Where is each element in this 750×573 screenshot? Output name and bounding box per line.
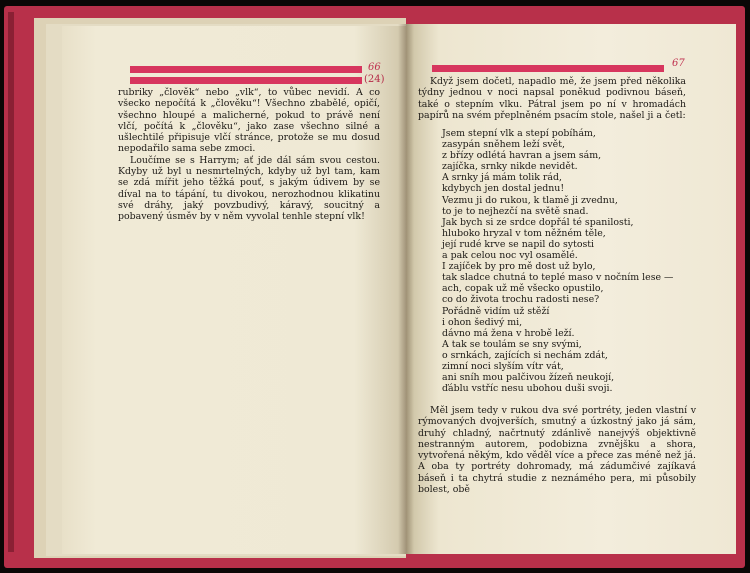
right-page-number: 67 [672, 58, 685, 69]
left-header-bar-top [130, 66, 362, 73]
left-paragraph-2: Loučíme se s Harrym; ať jde dál sám svou cestou. Kdyby už byl u nesmrtelných, kdyby už byl tam, kam se zdá mířit jeho těžká pouť, s jakým údivem by se díval na to tápání, tu divokou, nerozhodnou klikatinu své dráhy, jaký povzbudivý, káravý, soucitný a pobavený úsměv by v něm vyvolal tenhle stepní vlk! [118, 154, 380, 223]
poem-line: Jak bych si ze srdce dopřál té spanilosti, [442, 216, 634, 228]
right-outro-text [418, 405, 696, 495]
poem-line: I zajíček by pro mě dost už bylo, [442, 261, 596, 273]
poem-line: hluboko hryzal v tom něžném těle, [442, 227, 606, 239]
poem-line: tak sladce chutná to teplé maso v nočním lese — [442, 272, 674, 284]
left-paragraph-1: rubriky „člověk“ nebo „vlk“, to vůbec nevidí. A co všecko nepočítá k „člověku“! Všechno zbabělé, opičí, všechno hloupé a malicherné, pokud to právě není vlčí, počítá k „člověku“, jako zase všechno silné a ušlechtilé připisuje vlčí stránce, protože se mu dosud nepodařilo sama sebe zmoci. [118, 87, 380, 155]
left-section-marker: (24) [364, 74, 385, 85]
poem-line: z břízy odlétá havran a jsem sám, [442, 150, 602, 162]
poem-line: zasypán sněhem leží svět, [442, 139, 565, 151]
poem-line: o srnkách, zajících si nechám zdát, [442, 349, 608, 361]
poem-line: Jsem stepní vlk a stepí pobíhám, [442, 128, 596, 139]
poem-line: zajíčka, srnky nikde nevidět. [442, 161, 578, 173]
right-intro-paragraph: Když jsem dočetl, napadlo mě, že jsem před několika týdny jednou v noci napsal poněkud podivnou báseň, také o stepním vlku. Pátral jsem po ní v hromadách papírů na svém přeplněném psacím stole, našel ji a četl: [418, 76, 686, 121]
poem-line: A srnky já mám tolik rád, [442, 172, 562, 184]
right-header-bar [432, 65, 664, 72]
left-header-bar-bottom [130, 77, 362, 84]
poem-line: ach, copak už mě všecko opustilo, [442, 283, 604, 295]
book-spine [398, 24, 414, 554]
poem-line: ani sníh mou palčivou žízeň neukojí, [442, 372, 615, 384]
poem-line: zimní noci slyším vítr vát, [442, 360, 564, 372]
poem-line: A tak se toulám se sny svými, [442, 338, 582, 350]
left-page-text [118, 87, 380, 223]
poem-line: Vezmu ji do rukou, k tlamě ji zvednu, [442, 194, 618, 206]
poem-line: ďáblu vstříc nesu ubohou duši svoji. [442, 383, 613, 395]
poem-line: její rudé krve se napil do sytosti [442, 238, 595, 250]
book-cover-edge [8, 12, 14, 552]
right-outro-paragraph: Měl jsem tedy v rukou dva své portréty, jeden vlastní v rýmovaných dvojverších, smutný a úzkostný jako já sám, druhý chladný, načrtnutý zdánlivě nanejvýš objektivně nestranným autorem, podobizna zvnějšku a shora, vytvořená někým, kdo věděl více a přece zas méně než já. A oba ty portréty dohromady, má zádumčivé zajíkavá báseň i ta chytrá studie z neznámého pera, mi působily bolest, obě [418, 405, 696, 496]
poem-line: to je to nejhezčí na světě snad. [442, 205, 589, 217]
poem-line: dávno má žena v hrobě leží. [442, 327, 575, 339]
poem-line: Pořádně vidím už stěží [442, 305, 550, 317]
poem [442, 128, 673, 394]
right-intro-text [418, 76, 686, 121]
left-page-number: 66 [368, 62, 381, 73]
poem-line: kdybych jen dostal jednu! [442, 183, 565, 195]
poem-line: co do života trochu radosti nese? [442, 294, 600, 306]
poem-line: i ohon šedivý mi, [442, 316, 523, 328]
poem-line: a pak celou noc vyl osamělé. [442, 250, 578, 262]
